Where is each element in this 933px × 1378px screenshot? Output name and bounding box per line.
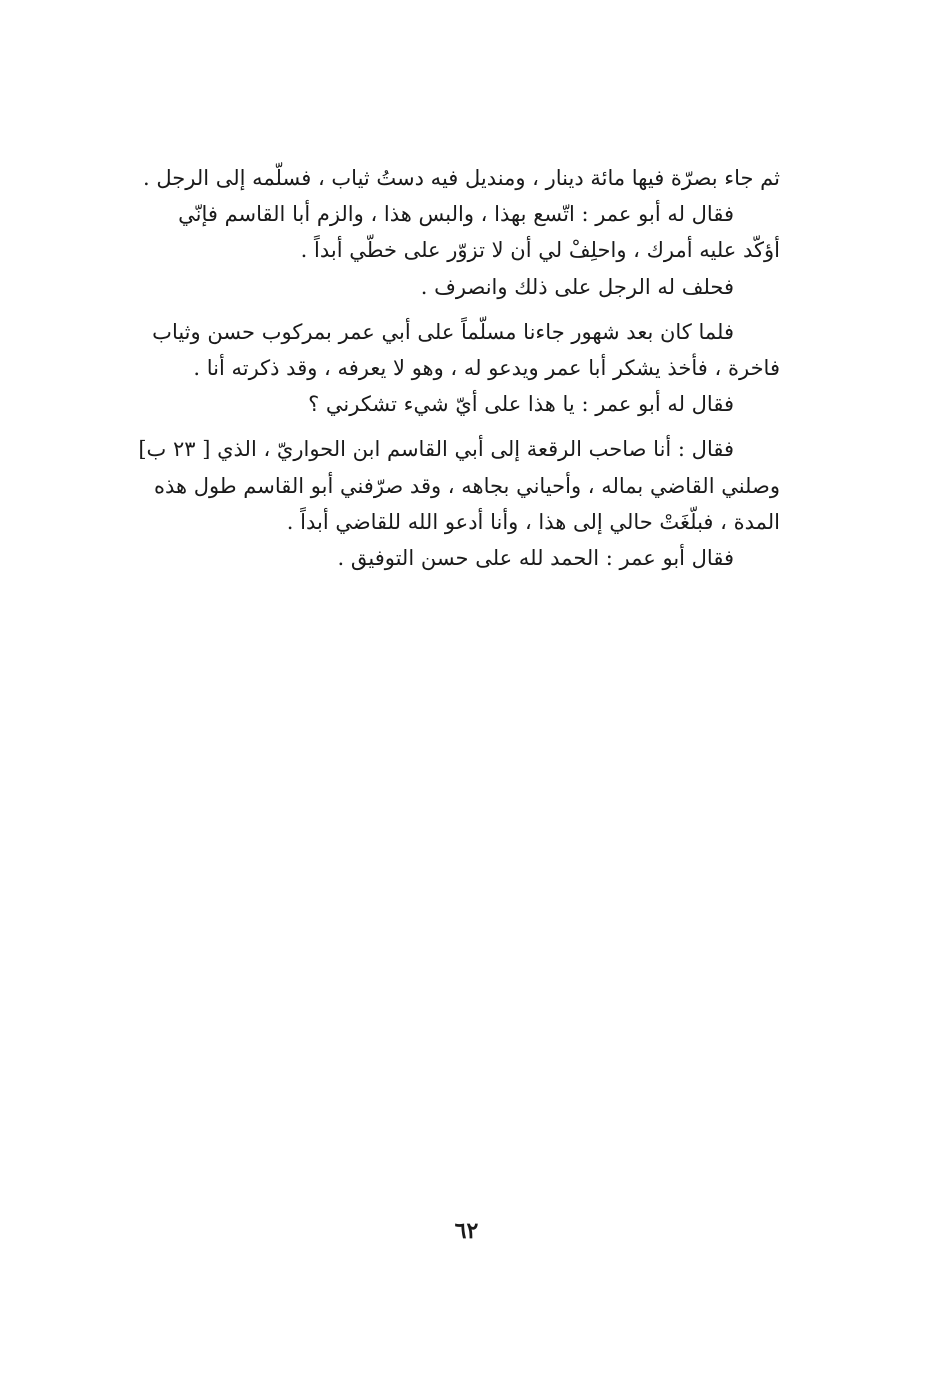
text-line: أؤكّد عليه أمرك ، واحلِفْ لي أن لا تزوّر على خطّي أبداً . [300,238,780,263]
text-line: المدة ، فبلّغَتْ حالي إلى هذا ، وأنا أدعو الله للقاضي أبداً . [286,509,780,534]
text-line: فحلف له الرجل على ذلك وانصرف . [420,274,734,299]
text-line: فلما كان بعد شهور جاءنا مسلّماً على أبي عمر بمركوب حسن وثياب [152,319,734,344]
body-text [100,160,780,576]
text-line: فقال : أنا صاحب الرقعة إلى أبي القاسم ابن الحواريّ ، الذي [ ٢٣ ب] [138,437,734,462]
text-line: فاخرة ، فأخذ يشكر أبا عمر ويدعو له ، وهو لا يعرفه ، وقد ذكرته أنا . [193,355,780,380]
text-line: فقال له أبو عمر : اتّسع بهذا ، والبس هذا ، والزم أبا القاسم فإنّي [178,202,734,227]
page-number: ٦٢ [454,1218,479,1244]
text-line: وصلني القاضي بماله ، وأحياني بجاهه ، وقد صرّفني أبو القاسم طول هذه [153,473,780,498]
text-line: فقال له أبو عمر : يا هذا على أيّ شيء تشكرني ؟ [308,392,734,417]
text-line: ثم جاء بصرّة فيها مائة دينار ، ومنديل فيه دستُ ثياب ، فسلّمه إلى الرجل . [143,166,780,190]
text-line: فقال أبو عمر : الحمد لله على حسن التوفيق . [337,545,734,570]
